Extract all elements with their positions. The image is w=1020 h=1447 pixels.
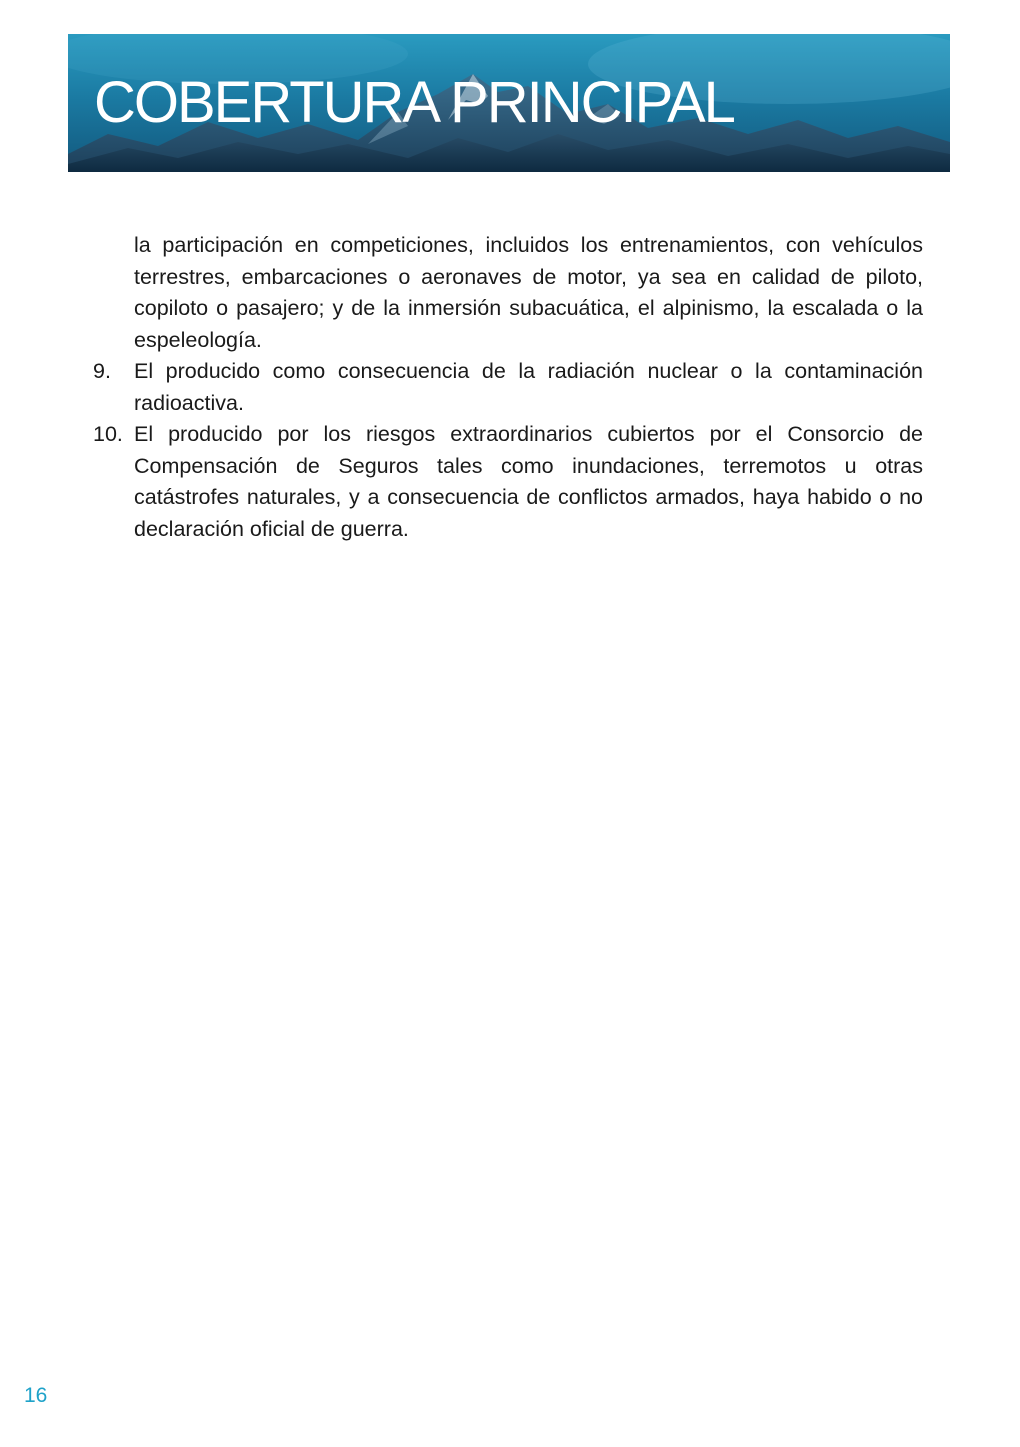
continued-paragraph: la participación en competiciones, incluidos los entrenamientos, con vehículos terrestres, embarcaciones o aeronaves de motor, ya sea en calidad de piloto, copiloto o pasajero; y de la inmersión subacuática, el alpinismo, la escalada o la espeleología. <box>134 233 923 352</box>
page-number: 16 <box>24 1384 48 1407</box>
list-item-number: 10. <box>93 422 123 446</box>
page-title: COBERTURA PRINCIPAL <box>94 70 734 135</box>
list-item <box>93 356 923 419</box>
header-banner <box>68 34 950 172</box>
list-item <box>93 419 923 545</box>
list-item-text: El producido por los riesgos extraordinarios cubiertos por el Consorcio de Compensación de Seguros tales como inundaciones, terremotos u otras catástrofes naturales, y a consecuencia de conflictos armados, haya habido o no declaración oficial de guerra. <box>134 422 923 541</box>
list-item-text: El producido como consecuencia de la radiación nuclear o la contaminación radioactiva. <box>134 359 923 415</box>
list-item-number: 9. <box>93 359 111 383</box>
exclusions-list <box>93 230 923 545</box>
